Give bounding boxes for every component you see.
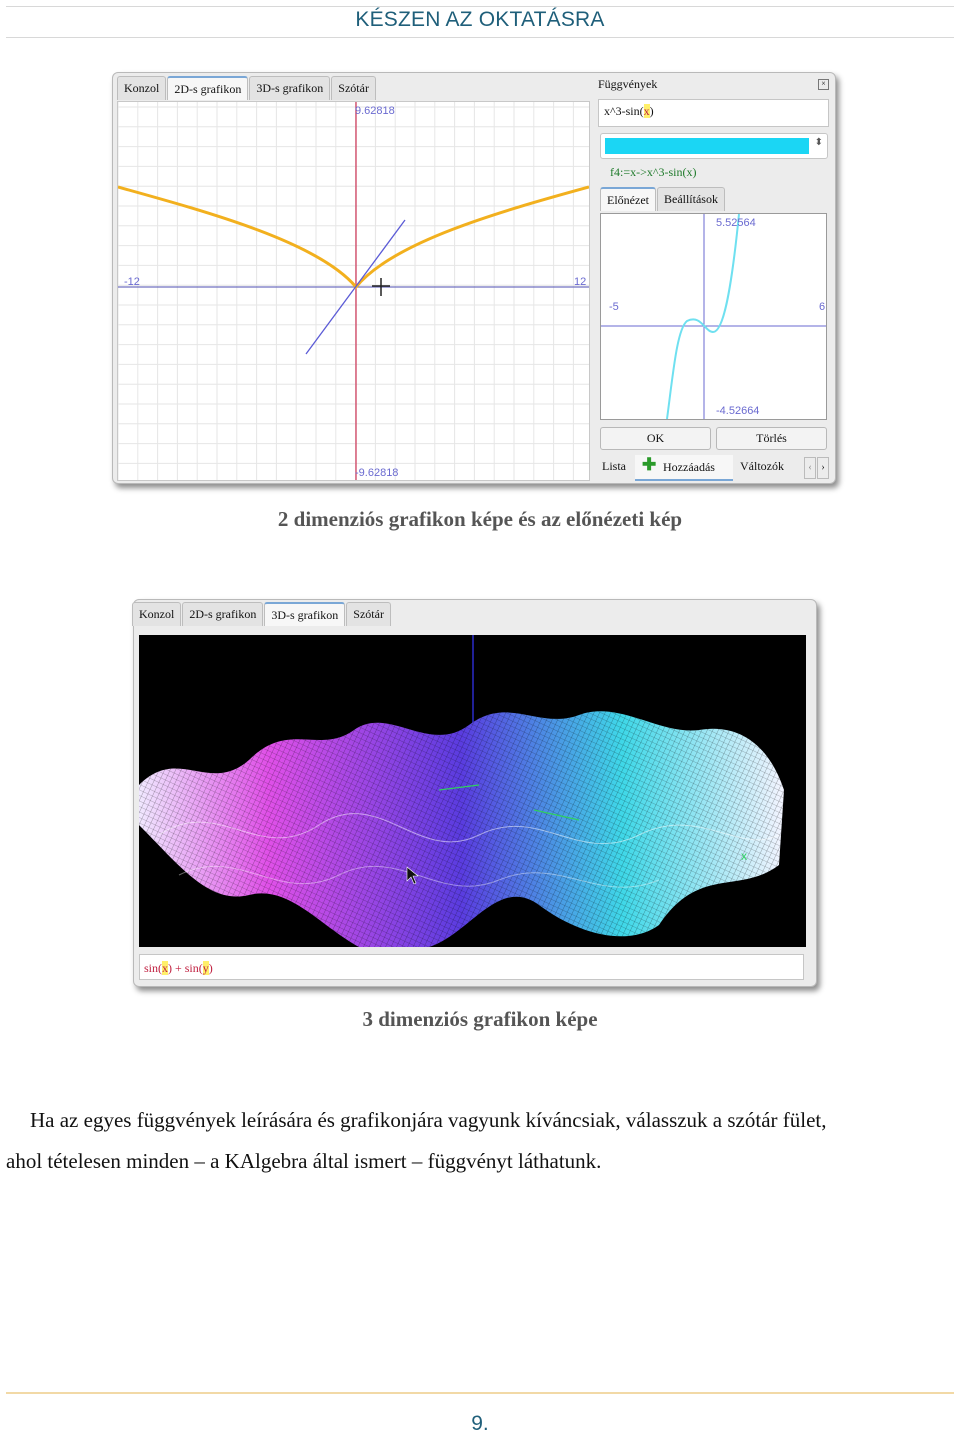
tab-settings[interactable]: Beállítások (657, 187, 725, 211)
fn3d-a2: y (202, 961, 209, 975)
axis-label-x: x (741, 849, 747, 863)
tab-konzol-2[interactable]: Konzol (132, 602, 181, 626)
preview-subtabs (600, 187, 726, 211)
close-panel-icon[interactable]: × (818, 79, 829, 90)
preview-ymax: 5.52564 (716, 217, 756, 229)
preview-curve (667, 214, 739, 419)
tab-3d-graph[interactable]: 3D-s grafikon (249, 76, 330, 100)
preview-ymin: -4.52664 (716, 405, 760, 417)
header-top-rule (6, 6, 954, 7)
fn3d-p2: ) + sin( (168, 961, 203, 975)
functions-panel-title: Függvények (598, 77, 658, 91)
paragraph-line-2: ahol tételesen minden – a KAlgebra által ismert – függvényt láthatunk. (6, 1149, 602, 1173)
scroll-right-icon[interactable]: › (817, 457, 829, 479)
fn3d-p3: ) (208, 961, 213, 975)
fn-arg: x (643, 104, 650, 118)
header-bottom-rule (6, 37, 954, 38)
plot-2d-grid (118, 102, 589, 480)
y-max-label: 9.62818 (355, 105, 395, 117)
fn3d-p1: sin( (144, 961, 162, 975)
plot-2d[interactable] (117, 101, 590, 481)
delete-button[interactable]: Törlés (716, 427, 827, 450)
tab-2d-graph-2[interactable]: 2D-s grafikon (182, 602, 263, 626)
footer-rule (6, 1392, 954, 1394)
fn-prefix: x^3-sin( (604, 104, 644, 118)
plot-3d-canvas (139, 635, 806, 947)
tab-2d-graph[interactable]: 2D-s grafikon (167, 76, 248, 100)
caption-2d: 2 dimenziós grafikon képe és az előnézeti kép (277, 507, 683, 531)
fn3d-a1: x (162, 961, 168, 975)
main-tabs-1 (117, 76, 377, 100)
color-combo[interactable] (600, 133, 828, 159)
plot-3d[interactable] (139, 635, 806, 947)
tab-3d-graph-2[interactable]: 3D-s grafikon (264, 602, 345, 626)
function-input-3d[interactable] (139, 954, 804, 980)
preview-canvas (601, 214, 826, 419)
tab-variables[interactable]: Változók (740, 459, 784, 473)
color-swatch (605, 138, 809, 154)
function-definition: f4:=x->x^3-sin(x) (610, 165, 697, 179)
function-input[interactable] (598, 99, 829, 127)
tab-konzol[interactable]: Konzol (117, 76, 166, 100)
main-tabs-2 (132, 602, 392, 626)
tab-list[interactable]: Lista (602, 459, 626, 473)
tab-add-label: Hozzáadás (663, 460, 715, 474)
paragraph-line-1: Ha az egyes függvények leírására és grafikonjára vagyunk kíváncsiak, válasszuk a szótár fület, (30, 1108, 827, 1132)
y-min-label: -9.62818 (355, 467, 399, 479)
curve-abs (118, 187, 589, 287)
scroll-left-icon[interactable]: ‹ (804, 457, 816, 479)
preview-xmin: -5 (609, 301, 619, 313)
tab-add[interactable] (635, 455, 733, 481)
preview-xmax: 6 (819, 301, 826, 313)
preview-plot (600, 213, 827, 420)
tab-dictionary-2[interactable]: Szótár (346, 602, 391, 626)
running-header: KÉSZEN AZ OKTATÁSRA (355, 8, 605, 31)
caption-3d: 3 dimenziós grafikon képe (362, 1007, 598, 1031)
x-max-label: 12 (574, 276, 587, 288)
ok-button[interactable]: OK (600, 427, 711, 450)
plot-2d-canvas (118, 102, 589, 480)
page-number: 9. (471, 1412, 489, 1435)
fn-suffix: ) (649, 104, 654, 118)
combo-arrows-icon: ⬍ (814, 137, 823, 148)
plus-icon: ✚ (642, 455, 657, 474)
x-min-label: -12 (124, 276, 140, 288)
tab-dictionary[interactable]: Szótár (331, 76, 376, 100)
tab-preview[interactable]: Előnézet (600, 187, 656, 211)
